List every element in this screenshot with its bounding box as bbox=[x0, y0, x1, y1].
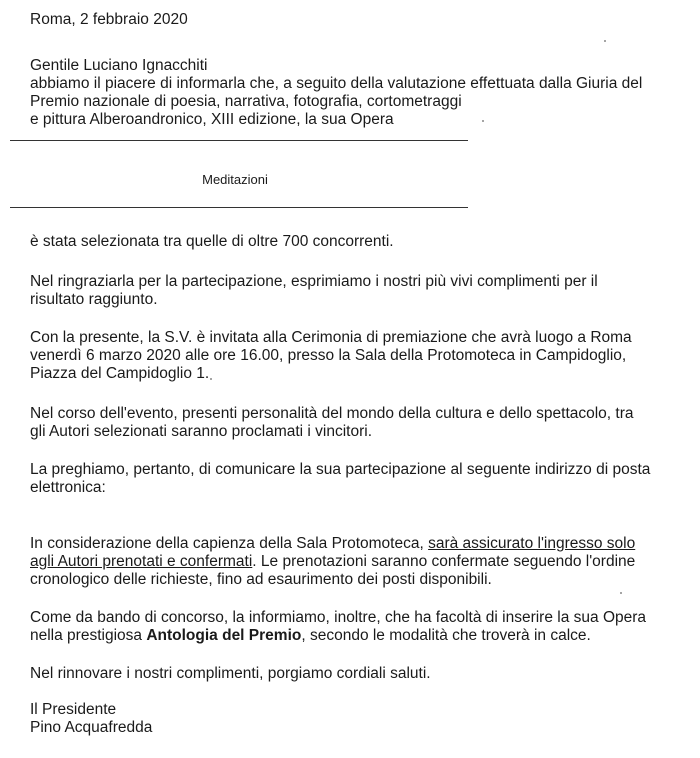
paragraph-anthology-line-2: nella prestigiosa Antologia del Premio, secondo le modalità che troverà in calce. bbox=[30, 627, 591, 644]
paragraph-capacity-line-3: cronologico delle richieste, fino ad esaurimento dei posti disponibili. bbox=[30, 571, 492, 588]
salutation: Gentile Luciano Ignacchiti bbox=[30, 57, 208, 74]
paragraph-event-line-1: Nel corso dell'evento, presenti personalità del mondo della cultura e dello spettacolo, tra bbox=[30, 405, 634, 422]
signature-role: Il Presidente bbox=[30, 701, 117, 718]
paragraph-selection: è stata selezionata tra quelle di oltre 700 concorrenti. bbox=[30, 233, 394, 250]
paragraph-anthology-line-1: Come da bando di concorso, la informiamo, inoltre, che ha facoltà di inserire la sua Opera bbox=[30, 609, 647, 626]
underlined-notice-2: agli Autori prenotati e confermati bbox=[30, 553, 253, 570]
paragraph-rsvp-line-2: elettronica: bbox=[30, 479, 106, 496]
divider-bottom bbox=[10, 207, 468, 208]
intro-line-1: abbiamo il piacere di informarla che, a seguito della valutazione effettuata dalla Giuria del bbox=[30, 75, 643, 92]
underlined-notice-1: sarà assicurato l'ingresso solo bbox=[428, 535, 636, 552]
paragraph-invite-line-1: Con la presente, la S.V. è invitata alla Cerimonia di premiazione che avrà luogo a Roma bbox=[30, 329, 632, 346]
date-line: Roma, 2 febbraio 2020 bbox=[30, 11, 188, 28]
work-title: Meditazioni bbox=[202, 172, 268, 187]
scan-speck bbox=[482, 120, 484, 122]
scan-speck bbox=[604, 40, 606, 42]
scan-speck bbox=[620, 592, 622, 594]
paragraph-thanks-line-2: risultato raggiunto. bbox=[30, 291, 158, 308]
signature-name: Pino Acquafredda bbox=[30, 719, 153, 736]
intro-line-2: Premio nazionale di poesia, narrativa, fotografia, cortometraggi bbox=[30, 93, 462, 110]
anthology-title: Antologia del Premio bbox=[146, 627, 302, 644]
paragraph-thanks-line-1: Nel ringraziarla per la partecipazione, esprimiamo i nostri più vivi complimenti per il bbox=[30, 273, 598, 290]
paragraph-invite-line-2: venerdì 6 marzo 2020 alle ore 16.00, presso la Sala della Protomoteca in Campidoglio, bbox=[30, 347, 627, 364]
intro-line-3: e pittura Alberoandronico, XIII edizione, la sua Opera bbox=[30, 111, 394, 128]
paragraph-invite-line-3: Piazza del Campidoglio 1. bbox=[30, 365, 210, 382]
paragraph-closing: Nel rinnovare i nostri complimenti, porgiamo cordiali saluti. bbox=[30, 665, 431, 682]
divider-top bbox=[10, 140, 468, 141]
paragraph-rsvp-line-1: La preghiamo, pertanto, di comunicare la sua partecipazione al seguente indirizzo di posta bbox=[30, 461, 651, 478]
paragraph-capacity-line-1: In considerazione della capienza della Sala Protomoteca, sarà assicurato l'ingresso solo bbox=[30, 535, 636, 552]
paragraph-capacity-line-2: agli Autori prenotati e confermati. Le prenotazioni saranno confermate seguendo l'ordine bbox=[30, 553, 636, 570]
scan-speck bbox=[210, 378, 212, 380]
paragraph-event-line-2: gli Autori selezionati saranno proclamati i vincitori. bbox=[30, 423, 373, 440]
